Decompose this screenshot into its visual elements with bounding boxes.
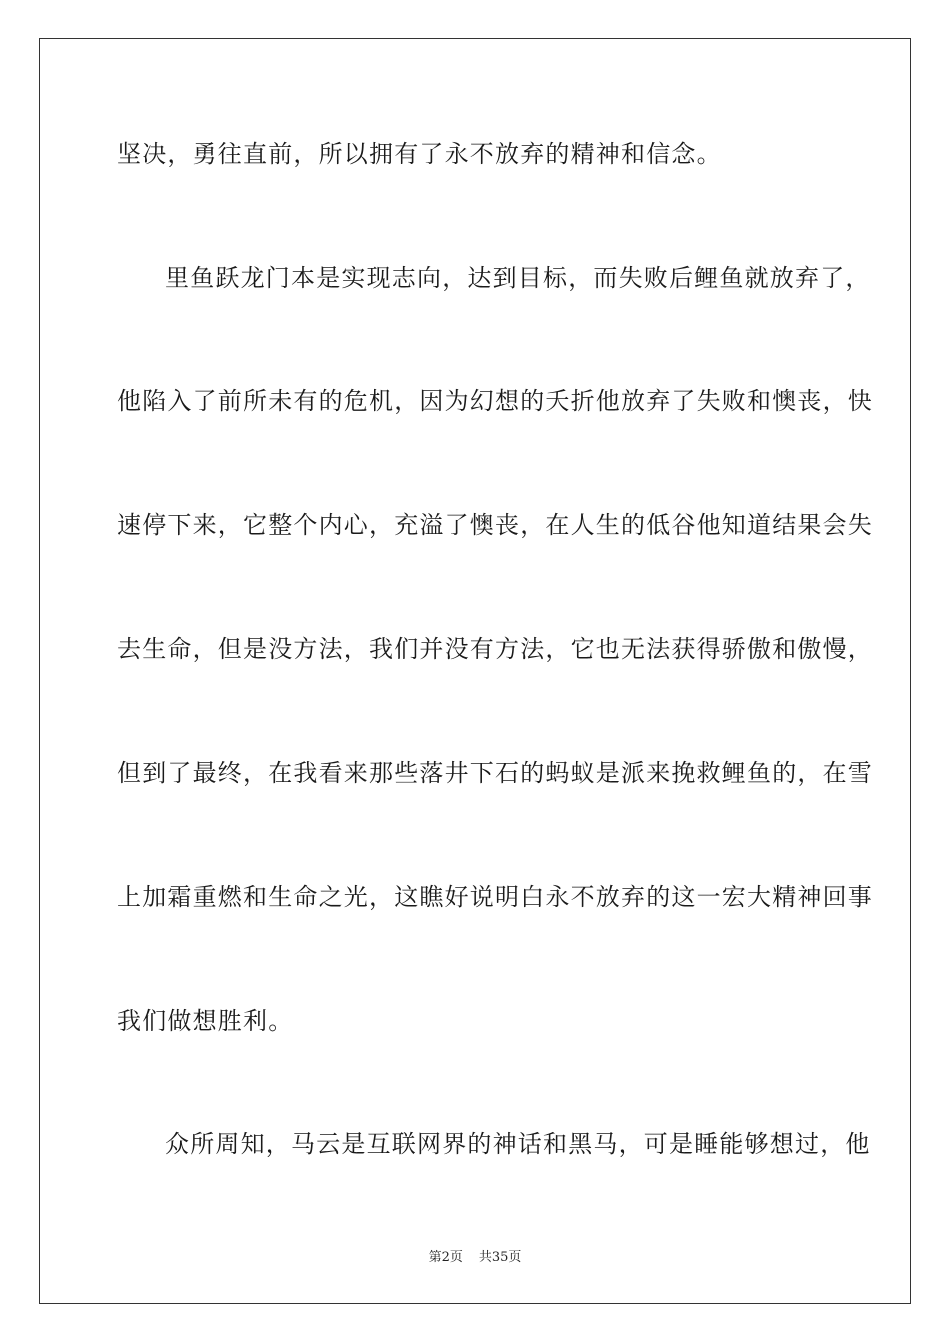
- total-pages: 共35页: [478, 1250, 522, 1265]
- text-line: 但到了最终，在我看来那些落井下石的蚂蚁是派来挽救鲤鱼的，在雪: [117, 759, 873, 787]
- page-frame: [39, 38, 911, 1304]
- text-line: 速停下来，它整个内心，充溢了懊丧，在人生的低谷他知道结果会失: [117, 511, 873, 539]
- paragraph-start-line: 众所周知，马云是互联网界的神话和黑马，可是睡能够想过，他: [165, 1130, 871, 1158]
- paragraph-start-line: 里鱼跃龙门本是实现志向，达到目标，而失败后鲤鱼就放弃了，: [165, 264, 871, 292]
- text-line: 去生命，但是没方法，我们并没有方法，它也无法获得骄傲和傲慢，: [117, 635, 873, 663]
- text-line: 上加霜重燃和生命之光，这瞧好说明白永不放弃的这一宏大精神回事: [117, 883, 873, 911]
- text-line: 我们做想胜利。: [117, 1007, 294, 1035]
- text-line: 坚决，勇往直前，所以拥有了永不放弃的精神和信念。: [117, 140, 722, 168]
- page-footer: [0, 1246, 950, 1265]
- text-line: 他陷入了前所未有的危机，因为幻想的夭折他放弃了失败和懊丧，快: [117, 387, 873, 415]
- page-number: 第2页: [428, 1250, 463, 1265]
